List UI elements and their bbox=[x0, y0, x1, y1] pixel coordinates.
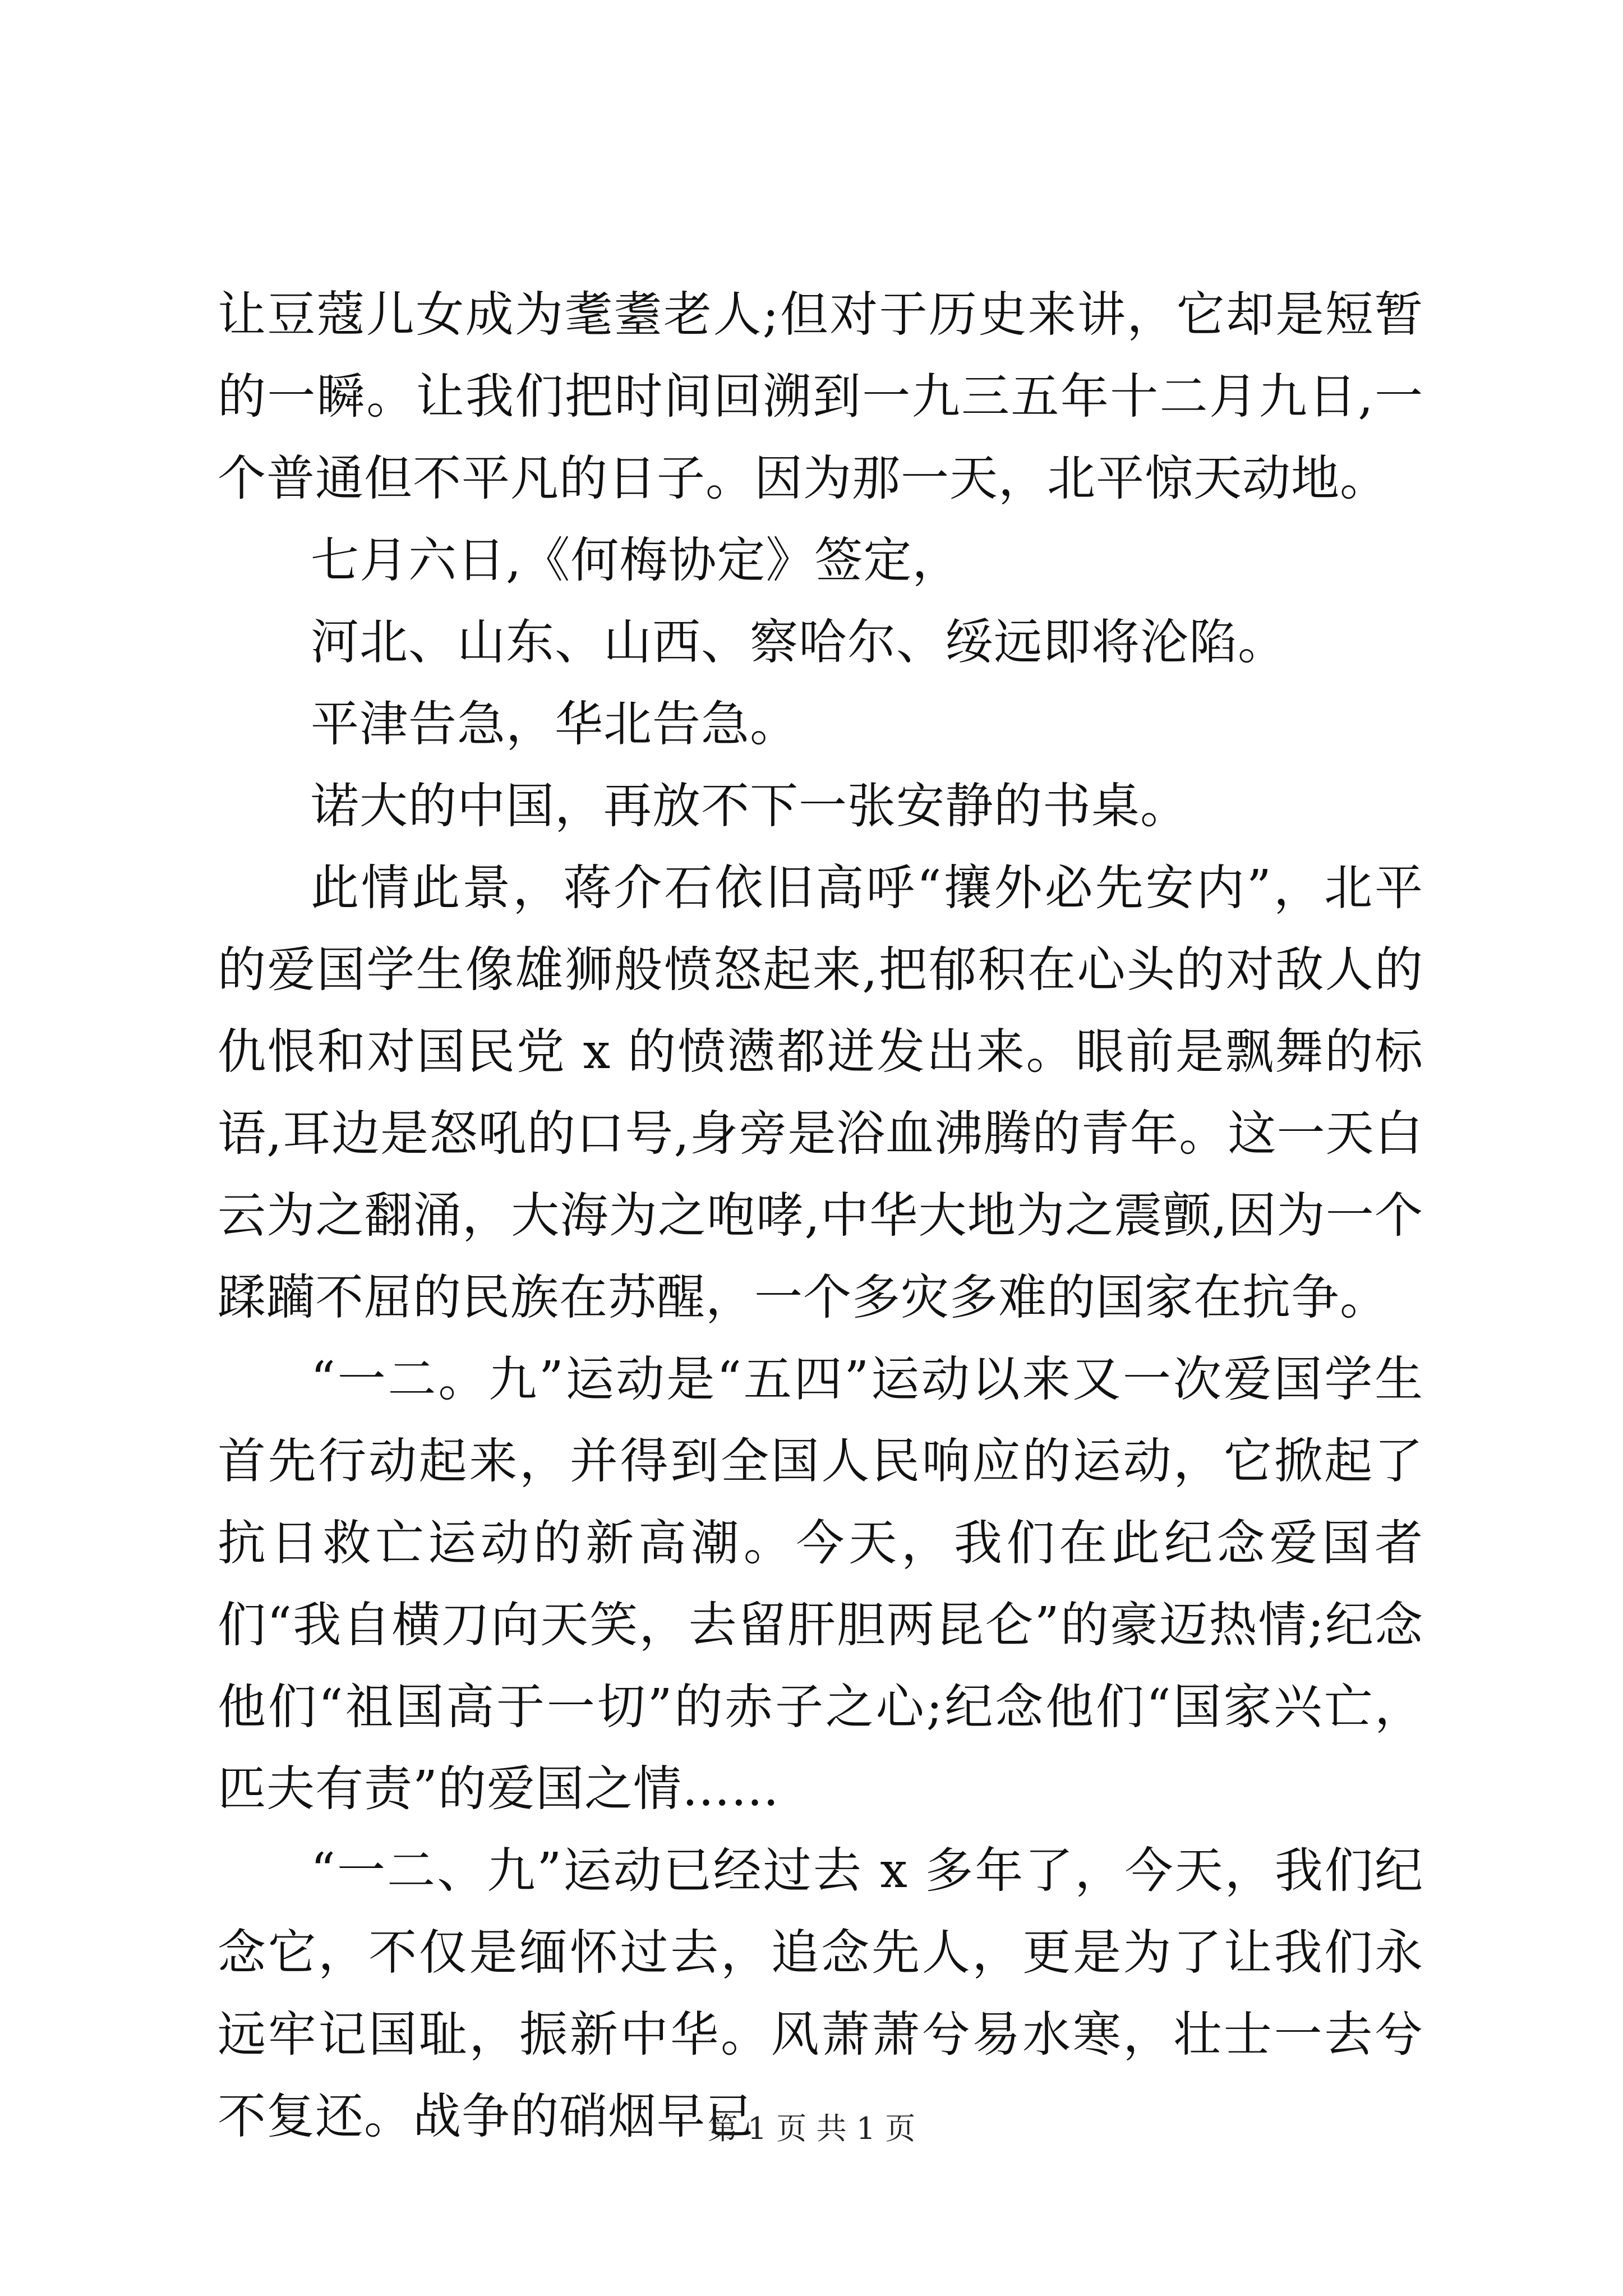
paragraph-4: 平津告急，华北告急。 bbox=[311, 696, 799, 752]
paragraph-1: 让豆蔻儿女成为耄耋老人;但对于历史来讲，它却是短暂的一瞬。让我们把时间回溯到一九三五年十二月九日,一个普通但不平凡的日子。因为那一天，北平惊天动地。 bbox=[218, 287, 1423, 507]
paragraph-6: 此情此景，蒋介石依旧高呼“攘外必先安内”，北平的爱国学生像雄狮般愤怒起来,把郁积在心头的对敌人的仇恨和对国民党 x 的愤懑都迸发出来。眼前是飘舞的标语,耳边是怒吼的口号,身旁是浴血沸腾的青年。这一天白云为之翻涌，大海为之咆哮,中华大地为之震颤,因为一个蹂躏不屈的民族在苏醒，一个多灾多难的国家在抗争。 bbox=[218, 860, 1423, 1326]
page-number-footer: 第 1 页 共 1 页 bbox=[707, 2111, 916, 2146]
paragraph-7: “一二。九”运动是“五四”运动以来又一次爱国学生首先行动起来，并得到全国人民响应的运动，它掀起了抗日救亡运动的新高潮。今天，我们在此纪念爱国者们“我自横刀向天笑，去留肝胆两昆仑”的豪迈热情;纪念他们“祖国高于一切”的赤子之心;纪念他们“国家兴亡，匹夫有责”的爱国之情…… bbox=[218, 1351, 1423, 1817]
paragraph-8: “一二、九”运动已经过去 x 多年了，今天，我们纪念它，不仅是缅怀过去，追念先人，更是为了让我们永远牢记国耻，振新中华。风萧萧兮易水寒，壮士一去兮不复还。战争的硝烟早已 bbox=[218, 1843, 1423, 2145]
paragraph-5: 诺大的中国，再放不下一张安静的书桌。 bbox=[311, 778, 1189, 834]
paragraph-2: 七月六日,《何梅协定》签定， bbox=[311, 532, 961, 588]
paragraph-3: 河北、山东、山西、察哈尔、绥远即将沦陷。 bbox=[311, 614, 1287, 670]
document-body bbox=[218, 274, 1423, 2157]
